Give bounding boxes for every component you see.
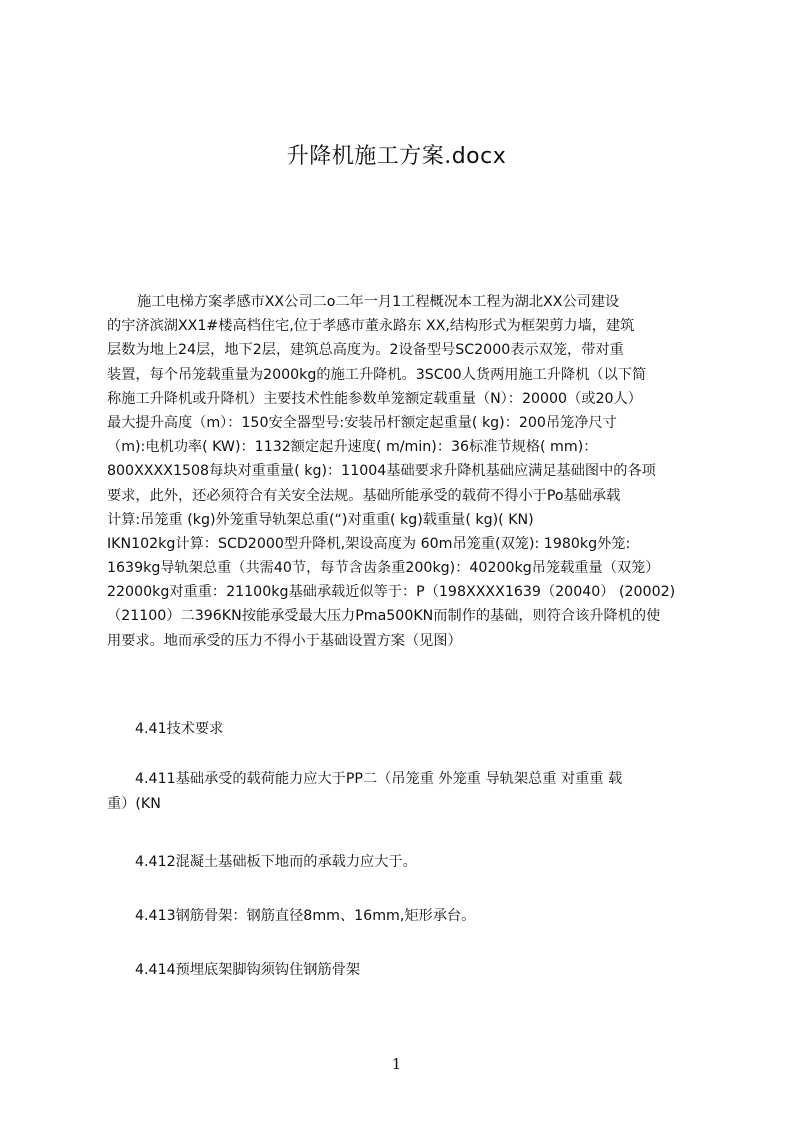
body-line: 的宇济滨湖XX1#楼高档住宅,位于孝感市董永路东 XX,结构形式为框架剪力墙，建筑: [107, 318, 635, 335]
section-4-411-line1: [107, 767, 699, 791]
body-line: （m):电机功率( KW)：1132额定起升速度( m/min)：36标准节规格( mm)：: [107, 439, 598, 456]
body-line: 装置，每个吊笼载重量为2000kg的施工升降机。3SC00人货两用施工升降机（以下简: [107, 366, 647, 383]
body-line: 施工电梯方案孝感市XX公司二ο二年一月1工程概况本工程为湖北XX公司建设: [137, 294, 620, 310]
body-line: （21100）二396KN按能承受最大压力Pma500KN而制作的基础，则符合该升降机的使: [107, 608, 661, 625]
section-4-414: [107, 958, 699, 982]
body-line: 22000kg对重重：21100kg基础承载近似等于：P（198XXXX1639（20040） (20002): [107, 584, 676, 601]
body-line: 层数为地上24层，地下2层，建筑总高度为。2设备型号SC2000表示双笼，带对重: [107, 342, 624, 359]
body-line: 最大提升高度（m）：150安全器型号:安装吊杆额定起重量( kg)：200吊笼净尺寸: [107, 414, 617, 431]
section-4-411-line2: [107, 792, 699, 816]
section-text: 4.41技术要求: [135, 721, 224, 737]
section-4-412: [107, 850, 699, 874]
section-text: 4.412混凝土基础板下地而的承载力应大于。: [135, 854, 417, 870]
body-line: 计算:吊笼重 (kg)外笼重导轨架总重(“)对重重( kg)载重量( kg)( KN): [107, 511, 534, 528]
section-text: 4.414预埋底架脚钩须钩住钢筋骨架: [135, 962, 361, 978]
document-body-paragraph: [107, 290, 699, 653]
section-text: 4.413钢筋骨架：钢筋直径8mm、16mm,矩形承台。: [135, 908, 476, 924]
section-4-41-heading: [107, 717, 699, 741]
body-line: 要求，此外，还必须符合有关安全法规。基础所能承受的载荷不得小于Po基础承载: [107, 487, 621, 504]
body-line: 称施工升降机或升降机）主要技术性能参数单笼额定载重量（N）：20000（或20人）: [107, 390, 642, 407]
page-number: 1: [391, 1055, 402, 1073]
body-line: 用要求。地而承受的压力不得小于基础设置方案（见图）: [107, 632, 462, 649]
body-line: 1639kg导轨架总重（共需40节，每节含齿条重200kg)：40200kg吊笼载重量（双笼）: [107, 560, 660, 577]
section-text: 重）(KN: [107, 796, 161, 812]
body-line: IKN102kg计算：SCD2000型升降机,架设高度为 60m吊笼重(双笼): 1980kg外笼:: [107, 535, 631, 552]
document-title: 升降机施工方案.docx: [286, 144, 507, 169]
section-4-413: [107, 904, 699, 928]
body-line: 800XXXX1508每块对重重量( kg)：11004基础要求升降机基础应满足基础图中的各项: [107, 463, 656, 480]
section-text: 4.411基础承受的载荷能力应大于PP二（吊笼重 外笼重 导轨架总重 对重重 载: [135, 771, 623, 787]
